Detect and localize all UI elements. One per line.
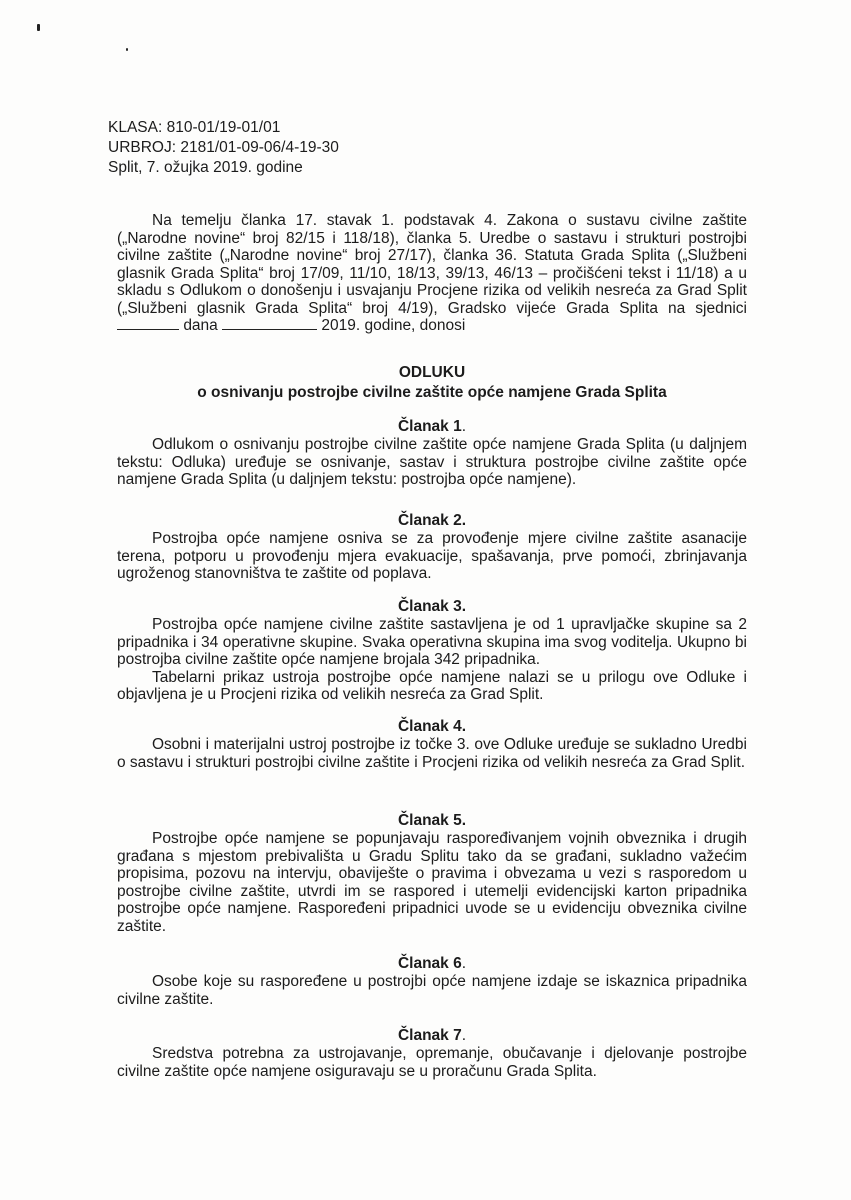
article-heading: Članak 6 xyxy=(397,955,462,972)
date-blank xyxy=(222,317,317,330)
article-heading: Članak 3. xyxy=(397,598,467,615)
article-heading: Članak 2. xyxy=(397,512,467,529)
article-heading: Članak 1 xyxy=(397,418,462,435)
document-header xyxy=(108,118,339,178)
article-3 xyxy=(117,598,747,704)
article-paragraph: Postrojba opće namjene osniva se za provođenje mjere civilne zaštite asanacije terena, potporu u provođenju mjera evakuacije, spašavanja, prve pomoći, zbrinjavanja ugroženog stanovništva te zaštite od poplava. xyxy=(117,530,747,582)
article-heading: Članak 7 xyxy=(397,1027,462,1044)
title-subtitle: o osnivanju postrojbe civilne zaštite opće namjene Grada Splita xyxy=(197,384,667,401)
place-date-line: Split, 7. ožujka 2019. godine xyxy=(108,159,303,176)
article-4 xyxy=(117,718,747,771)
article-1: Članak 1. Odlukom o osnivanju postrojbe civilne zaštite opće namjene Grada Splita (u daljnjem tekstu: Odluka) uređuje se osnivanje, sastav i struktura postrojbe civilne zaštite opće namjene Grada Splita (u daljnjem tekstu: postrojba opće namjene). xyxy=(117,418,747,488)
scan-speck xyxy=(37,24,40,31)
scan-speck xyxy=(126,48,128,51)
preamble xyxy=(117,212,747,335)
article-paragraph: Postrojbe opće namjene se popunjavaju raspoređivanjem vojnih obveznika i drugih građana s mjestom prebivališta u Gradu Splitu tako da se građani, sukladno važećim propisima, pozovu na intervju, obaviješte o pravima i obvezama u vezi s rasporedom u postrojbe civilne zaštite, utvrdi im se raspored i utemelji evidencijski karton pripadnika postrojbe opće namjene. Raspoređeni pripadnici uvode se u evidenciju obveznika civilne zaštite. xyxy=(117,830,747,935)
article-paragraph: Postrojba opće namjene civilne zaštite sastavljena je od 1 upravljačke skupine sa 2 pripadnika i 34 operativne skupine. Svaka operativna skupina ima svog voditelja. Ukupno bi postrojba civilne zaštite opće namjene brojala 342 pripadnika. xyxy=(117,616,747,668)
article-paragraph: Tabelarni prikaz ustroja postrojbe opće namjene nalazi se u prilogu ove Odluke i objavljena je u Procjeni rizika od velikih nesreća za Grad Split. xyxy=(117,668,747,703)
article-heading: Članak 4. xyxy=(397,718,467,735)
article-7: Članak 7. Sredstva potrebna za ustrojavanje, opremanje, obučavanje i djelovanje postrojbe civilne zaštite opće namjene osiguravaju se u proračunu Grada Splita. xyxy=(117,1027,747,1080)
preamble-dana: dana xyxy=(183,317,218,334)
preamble-end: 2019. godine, donosi xyxy=(321,317,466,334)
article-paragraph: Osobni i materijalni ustroj postrojbe iz točke 3. ove Odluke uređuje se sukladno Uredbi o sastavu i strukturi postrojbi civilne zaštite i Procjeni rizika od velikih nesreća za Grad Split. xyxy=(117,736,747,771)
article-heading: Članak 5. xyxy=(397,812,467,829)
preamble-text: Na temelju članka 17. stavak 1. podstavak 4. Zakona o sustavu civilne zaštite („Narodne novine“ broj 82/15 i 118/18), članka 5. Uredbe o sastavu i strukturi postrojbi civilne zaštite („Narodne novine“ broj 27/17), članka 36. Statuta Grada Splita („Službeni glasnik Grada Splita“ broj 17/09, 11/10, 18/13, 39/13, 46/13 – pročišćeni tekst i 11/18) a u skladu s Odlukom o donošenju i usvajanju Procjene rizika od velikih nesreća za Grad Split („Službeni glasnik Grada Splita“ broj 4/19), Gradsko vijeće Grada Splita na sjednici xyxy=(117,212,747,317)
decision-title xyxy=(117,363,747,403)
title-main: ODLUKU xyxy=(398,364,466,381)
urbroj-line: URBROJ: 2181/01-09-06/4-19-30 xyxy=(108,139,339,156)
article-5 xyxy=(117,812,747,935)
klasa-line: KLASA: 810-01/19-01/01 xyxy=(108,119,281,136)
article-2 xyxy=(117,512,747,583)
article-6: Članak 6. Osobe koje su raspoređene u postrojbi opće namjene izdaje se iskaznica pripadnika civilne zaštite. xyxy=(117,955,747,1008)
session-blank xyxy=(117,317,179,330)
article-paragraph: Sredstva potrebna za ustrojavanje, opremanje, obučavanje i djelovanje postrojbe civilne zaštite opće namjene osiguravaju se u proračunu Grada Splita. xyxy=(117,1045,747,1080)
article-paragraph: Osobe koje su raspoređene u postrojbi opće namjene izdaje se iskaznica pripadnika civilne zaštite. xyxy=(117,973,747,1008)
article-paragraph: Odlukom o osnivanju postrojbe civilne zaštite opće namjene Grada Splita (u daljnjem tekstu: Odluka) uređuje se osnivanje, sastav i struktura postrojbe civilne zaštite opće namjene Grada Splita (u daljnjem tekstu: postrojba opće namjene). xyxy=(117,436,747,488)
